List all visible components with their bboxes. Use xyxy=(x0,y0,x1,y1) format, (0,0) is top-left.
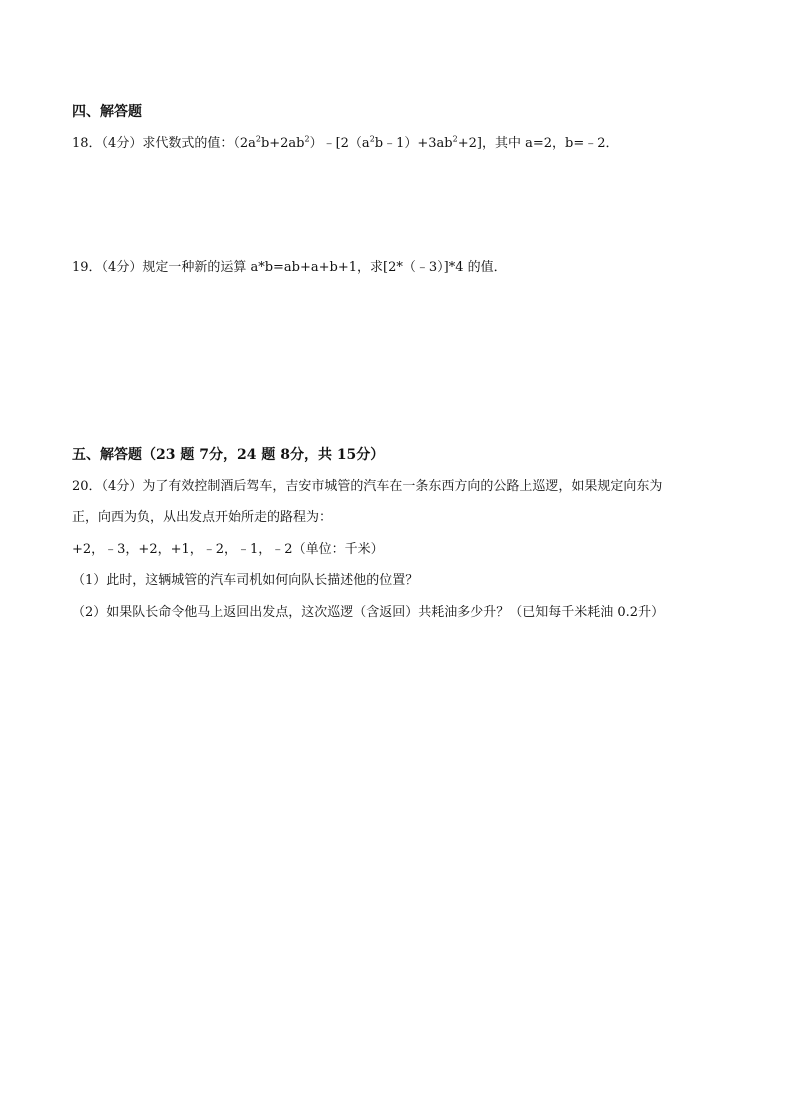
question-20-line-1: 20．（4分）为了有效控制酒后驾车，吉安市城管的汽车在一条东西方向的公路上巡逻，如果规定向东为 xyxy=(72,479,663,494)
q18-text-part: b﹣1）+3ab xyxy=(374,136,453,151)
question-20-distances: +2，﹣3，+2，+1，﹣2，﹣1，﹣2（单位：千米） xyxy=(72,542,384,557)
section-heading-4: 四、解答题 xyxy=(72,104,142,120)
question-18 xyxy=(72,135,619,153)
question-20-part-1: （1）此时，这辆城管的汽车司机如何向队长描述他的位置？ xyxy=(72,573,419,588)
q18-exponent: 2 xyxy=(304,134,310,144)
q18-exponent: 2 xyxy=(369,134,375,144)
q18-text-part: ）﹣[2（a xyxy=(309,136,370,151)
q18-exponent: 2 xyxy=(452,134,458,144)
section-heading-5: 五、解答题（23 题 7分，24 题 8分，共 15分） xyxy=(72,447,385,463)
q18-text-part: b+2ab xyxy=(260,136,305,151)
question-20-line-2: 正，向西为负，从出发点开始所走的路程为： xyxy=(72,510,333,525)
question-20-part-2: （2）如果队长命令他马上返回出发点，这次巡逻（含返回）共耗油多少升？（已知每千米耗油 0.2升） xyxy=(72,605,665,620)
q18-text-part: +2]，其中 a=2，b=﹣2． xyxy=(457,136,619,151)
question-19: 19．（4分）规定一种新的运算 a*b=ab+a+b+1，求[2*（﹣3）]*4 的值． xyxy=(72,260,507,275)
q18-text-prefix: 18．（4分）求代数式的值：（2a xyxy=(72,136,256,151)
q18-exponent: 2 xyxy=(255,134,261,144)
